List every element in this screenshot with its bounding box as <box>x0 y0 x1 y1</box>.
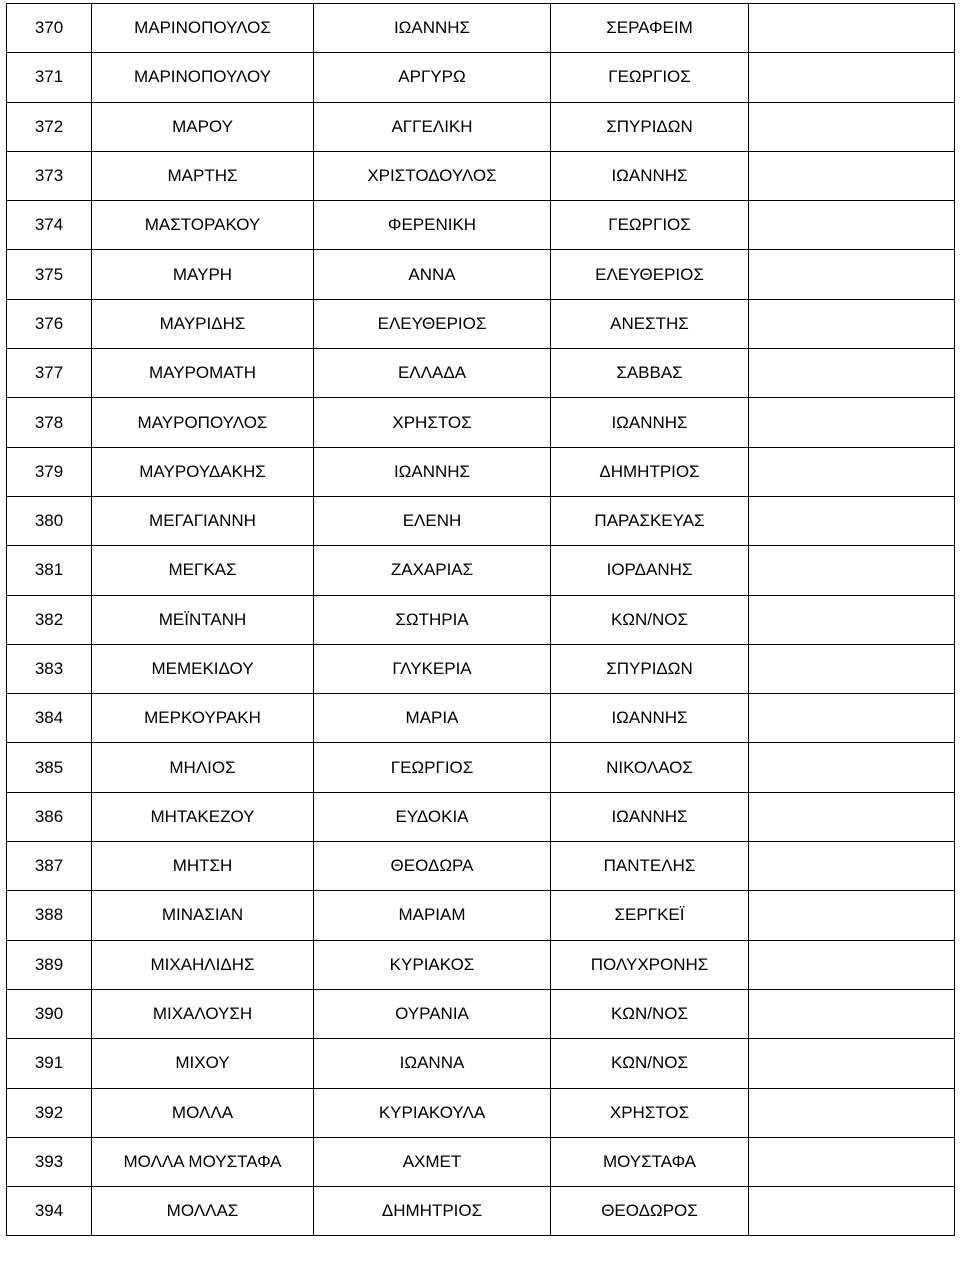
table-row <box>7 792 955 841</box>
first-name-cell: ΘΕΟΔΩΡΑ <box>314 842 551 891</box>
father-name-cell: ΙΩΑΝΝΗΣ <box>551 151 749 200</box>
father-name-cell: ΜΟΥΣΤΑΦΑ <box>551 1137 749 1186</box>
table-row <box>7 1187 955 1236</box>
empty-cell <box>749 151 955 200</box>
row-number: 377 <box>7 349 92 398</box>
father-name-cell: ΙΩΑΝΝΗΣ <box>551 398 749 447</box>
row-number: 381 <box>7 546 92 595</box>
table-row <box>7 349 955 398</box>
row-number: 380 <box>7 496 92 545</box>
row-number: 376 <box>7 299 92 348</box>
row-number: 379 <box>7 447 92 496</box>
empty-cell <box>749 53 955 102</box>
father-name-cell: ΠΟΛΥΧΡΟΝΗΣ <box>551 940 749 989</box>
father-name-cell: ΣΕΡΓΚΕΪ <box>551 891 749 940</box>
first-name-cell: ΙΩΑΝΝΗΣ <box>314 4 551 53</box>
surname-cell: ΜΑΡΙΝΟΠΟΥΛΟΣ <box>92 4 314 53</box>
first-name-cell: ΓΕΩΡΓΙΟΣ <box>314 743 551 792</box>
first-name-cell: ΕΥΔΟΚΙΑ <box>314 792 551 841</box>
empty-cell <box>749 546 955 595</box>
first-name-cell: ΦΕΡΕΝΙΚΗ <box>314 201 551 250</box>
table-row <box>7 891 955 940</box>
first-name-cell: ΧΡΙΣΤΟΔΟΥΛΟΣ <box>314 151 551 200</box>
empty-cell <box>749 1039 955 1088</box>
father-name-cell: ΕΛΕΥΘΕΡΙΟΣ <box>551 250 749 299</box>
empty-cell <box>749 398 955 447</box>
father-name-cell: ΠΑΝΤΕΛΗΣ <box>551 842 749 891</box>
row-number: 383 <box>7 644 92 693</box>
first-name-cell: ΧΡΗΣΤΟΣ <box>314 398 551 447</box>
surname-cell: ΜΕΪΝΤΑΝΗ <box>92 595 314 644</box>
empty-cell <box>749 1187 955 1236</box>
row-number: 370 <box>7 4 92 53</box>
surname-cell: ΜΟΛΛΑ <box>92 1088 314 1137</box>
empty-cell <box>749 349 955 398</box>
first-name-cell: ΟΥΡΑΝΙΑ <box>314 989 551 1038</box>
first-name-cell: ΜΑΡΙΑ <box>314 694 551 743</box>
surname-cell: ΜΗΤΑΚΕΖΟΥ <box>92 792 314 841</box>
surname-cell: ΜΑΥΡΟΠΟΥΛΟΣ <box>92 398 314 447</box>
table-row <box>7 4 955 53</box>
empty-cell <box>749 940 955 989</box>
surname-cell: ΜΑΡΟΥ <box>92 102 314 151</box>
father-name-cell: ΚΩΝ/ΝΟΣ <box>551 989 749 1038</box>
roster-table <box>6 3 955 1236</box>
row-number: 384 <box>7 694 92 743</box>
surname-cell: ΜΑΥΡΙΔΗΣ <box>92 299 314 348</box>
table-row <box>7 743 955 792</box>
first-name-cell: ΑΡΓΥΡΩ <box>314 53 551 102</box>
father-name-cell: ΣΑΒΒΑΣ <box>551 349 749 398</box>
table-row <box>7 842 955 891</box>
empty-cell <box>749 250 955 299</box>
father-name-cell: ΣΠΥΡΙΔΩΝ <box>551 102 749 151</box>
surname-cell: ΜΑΥΡΟΜΑΤΗ <box>92 349 314 398</box>
first-name-cell: ΜΑΡΙΑΜ <box>314 891 551 940</box>
first-name-cell: ΕΛΛΑΔΑ <box>314 349 551 398</box>
row-number: 373 <box>7 151 92 200</box>
first-name-cell: ΙΩΑΝΝΗΣ <box>314 447 551 496</box>
row-number: 388 <box>7 891 92 940</box>
father-name-cell: ΙΩΑΝΝΗΣ <box>551 694 749 743</box>
row-number: 387 <box>7 842 92 891</box>
father-name-cell: ΓΕΩΡΓΙΟΣ <box>551 201 749 250</box>
surname-cell: ΜΙΝΑΣΙΑΝ <box>92 891 314 940</box>
father-name-cell: ΚΩΝ/ΝΟΣ <box>551 1039 749 1088</box>
table-row <box>7 299 955 348</box>
table-row <box>7 989 955 1038</box>
table-row <box>7 1088 955 1137</box>
surname-cell: ΜΙΧΑΛΟΥΣΗ <box>92 989 314 1038</box>
table-row <box>7 151 955 200</box>
row-number: 389 <box>7 940 92 989</box>
father-name-cell: ΧΡΗΣΤΟΣ <box>551 1088 749 1137</box>
row-number: 386 <box>7 792 92 841</box>
first-name-cell: ΚΥΡΙΑΚΟΥΛΑ <box>314 1088 551 1137</box>
table-row <box>7 496 955 545</box>
surname-cell: ΜΕΓΑΓΙΑΝΝΗ <box>92 496 314 545</box>
father-name-cell: ΝΙΚΟΛΑΟΣ <box>551 743 749 792</box>
row-number: 372 <box>7 102 92 151</box>
father-name-cell: ΣΠΥΡΙΔΩΝ <box>551 644 749 693</box>
table-row <box>7 53 955 102</box>
row-number: 382 <box>7 595 92 644</box>
row-number: 391 <box>7 1039 92 1088</box>
empty-cell <box>749 4 955 53</box>
table-row <box>7 1137 955 1186</box>
row-number: 390 <box>7 989 92 1038</box>
roster-body <box>7 4 955 1236</box>
father-name-cell: ΙΩΑΝΝΗΣ <box>551 792 749 841</box>
surname-cell: ΜΗΛΙΟΣ <box>92 743 314 792</box>
empty-cell <box>749 1137 955 1186</box>
table-row <box>7 940 955 989</box>
first-name-cell: ΓΛΥΚΕΡΙΑ <box>314 644 551 693</box>
table-row <box>7 201 955 250</box>
empty-cell <box>749 743 955 792</box>
surname-cell: ΜΕΓΚΑΣ <box>92 546 314 595</box>
row-number: 378 <box>7 398 92 447</box>
row-number: 392 <box>7 1088 92 1137</box>
empty-cell <box>749 447 955 496</box>
empty-cell <box>749 891 955 940</box>
table-row <box>7 644 955 693</box>
empty-cell <box>749 102 955 151</box>
first-name-cell: ΕΛΕΥΘΕΡΙΟΣ <box>314 299 551 348</box>
first-name-cell: ΙΩΑΝΝΑ <box>314 1039 551 1088</box>
first-name-cell: ΔΗΜΗΤΡΙΟΣ <box>314 1187 551 1236</box>
table-row <box>7 250 955 299</box>
empty-cell <box>749 299 955 348</box>
table-row <box>7 102 955 151</box>
table-row <box>7 398 955 447</box>
first-name-cell: ΖΑΧΑΡΙΑΣ <box>314 546 551 595</box>
surname-cell: ΜΕΡΚΟΥΡΑΚΗ <box>92 694 314 743</box>
row-number: 393 <box>7 1137 92 1186</box>
empty-cell <box>749 201 955 250</box>
table-row <box>7 447 955 496</box>
first-name-cell: ΚΥΡΙΑΚΟΣ <box>314 940 551 989</box>
first-name-cell: ΣΩΤΗΡΙΑ <box>314 595 551 644</box>
row-number: 375 <box>7 250 92 299</box>
surname-cell: ΜΑΣΤΟΡΑΚΟΥ <box>92 201 314 250</box>
first-name-cell: ΕΛΕΝΗ <box>314 496 551 545</box>
surname-cell: ΜΑΡΤΗΣ <box>92 151 314 200</box>
father-name-cell: ΔΗΜΗΤΡΙΟΣ <box>551 447 749 496</box>
father-name-cell: ΚΩΝ/ΝΟΣ <box>551 595 749 644</box>
row-number: 394 <box>7 1187 92 1236</box>
table-row <box>7 595 955 644</box>
surname-cell: ΜΑΥΡΟΥΔΑΚΗΣ <box>92 447 314 496</box>
surname-cell: ΜΕΜΕΚΙΔΟΥ <box>92 644 314 693</box>
father-name-cell: ΓΕΩΡΓΙΟΣ <box>551 53 749 102</box>
table-row <box>7 694 955 743</box>
empty-cell <box>749 842 955 891</box>
empty-cell <box>749 989 955 1038</box>
empty-cell <box>749 694 955 743</box>
father-name-cell: ΙΟΡΔΑΝΗΣ <box>551 546 749 595</box>
surname-cell: ΜΗΤΣΗ <box>92 842 314 891</box>
row-number: 385 <box>7 743 92 792</box>
first-name-cell: ΑΓΓΕΛΙΚΗ <box>314 102 551 151</box>
row-number: 371 <box>7 53 92 102</box>
surname-cell: ΜΟΛΛΑΣ <box>92 1187 314 1236</box>
father-name-cell: ΑΝΕΣΤΗΣ <box>551 299 749 348</box>
first-name-cell: ΑΝΝΑ <box>314 250 551 299</box>
empty-cell <box>749 644 955 693</box>
father-name-cell: ΣΕΡΑΦΕΙΜ <box>551 4 749 53</box>
surname-cell: ΜΟΛΛΑ ΜΟΥΣΤΑΦΑ <box>92 1137 314 1186</box>
empty-cell <box>749 1088 955 1137</box>
table-row <box>7 546 955 595</box>
first-name-cell: ΑΧΜΕΤ <box>314 1137 551 1186</box>
row-number: 374 <box>7 201 92 250</box>
surname-cell: ΜΑΡΙΝΟΠΟΥΛΟΥ <box>92 53 314 102</box>
father-name-cell: ΠΑΡΑΣΚΕΥΑΣ <box>551 496 749 545</box>
father-name-cell: ΘΕΟΔΩΡΟΣ <box>551 1187 749 1236</box>
surname-cell: ΜΙΧΟΥ <box>92 1039 314 1088</box>
empty-cell <box>749 496 955 545</box>
empty-cell <box>749 792 955 841</box>
table-row <box>7 1039 955 1088</box>
surname-cell: ΜΙΧΑΗΛΙΔΗΣ <box>92 940 314 989</box>
surname-cell: ΜΑΥΡΗ <box>92 250 314 299</box>
empty-cell <box>749 595 955 644</box>
